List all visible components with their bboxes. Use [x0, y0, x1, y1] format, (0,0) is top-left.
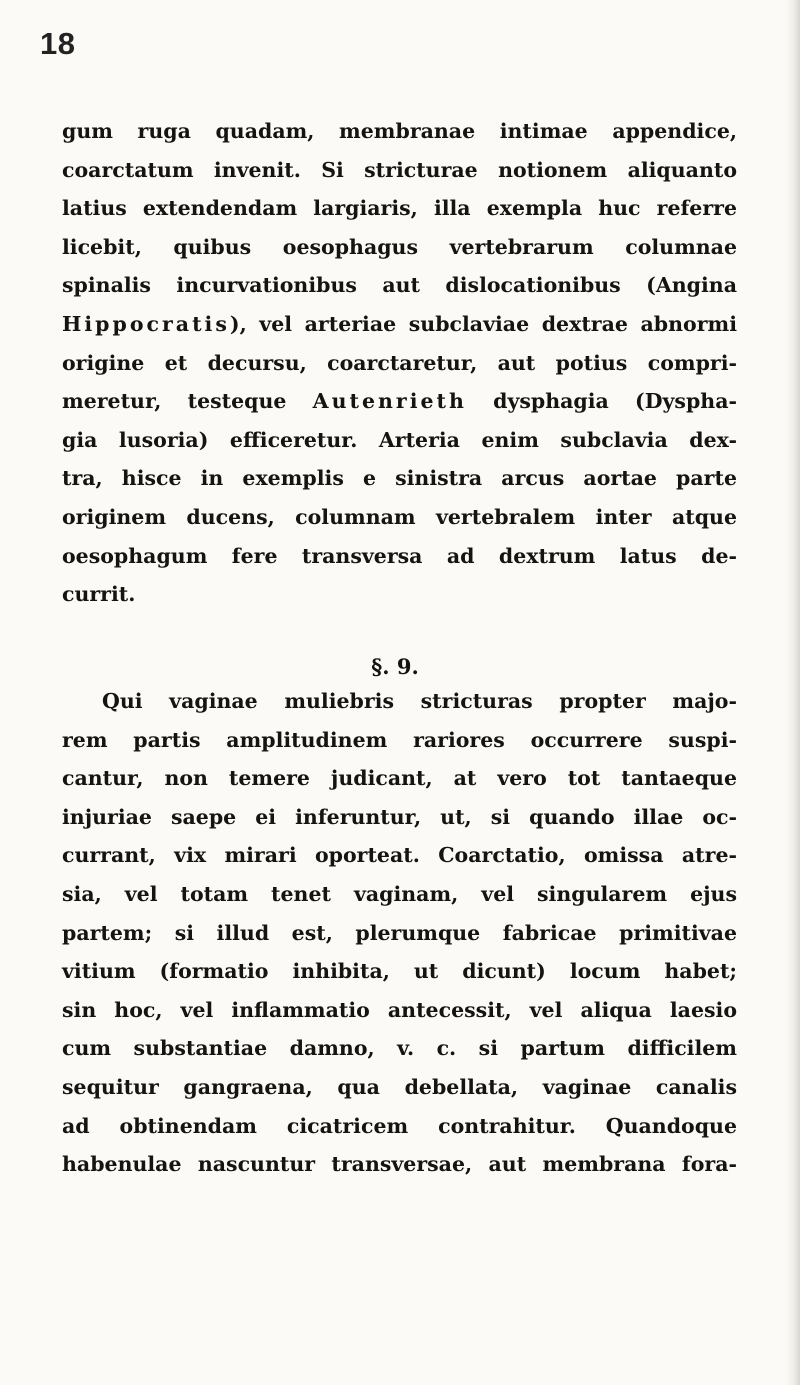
text-line [62, 382, 737, 421]
author-name-autenrieth: Autenrieth [312, 389, 467, 414]
text-line: currant, vix mirari oporteat. Coarctatio, omissa atre- [62, 843, 737, 868]
text-line: cantur, non temere judicant, at vero tot tantaeque [62, 766, 737, 791]
text-line: sequitur gangraena, qua debellata, vaginae canalis [62, 1074, 737, 1099]
text-line: oesophagum fere transversa ad dextrum latus de- [62, 543, 737, 568]
text-fragment: meretur, testeque [62, 389, 313, 414]
text-line: spinalis incurvationibus aut dislocationibus (Angina [62, 273, 737, 298]
text-line: ad obtinendam cicatricem contrahitur. Quandoque [62, 1113, 737, 1138]
text-line: Qui vaginae muliebris stricturas propter majo- [102, 689, 737, 713]
text-line: habenulae nascuntur transversae, aut membrana fora- [62, 1152, 737, 1177]
text-line: partem; si illud est, plerumque fabricae primitivae [62, 920, 737, 945]
section-number: §. 9. [371, 654, 419, 679]
text-line: origine et decursu, coarctaretur, aut potius compri- [62, 350, 737, 375]
text-fragment: dysphagia (Dyspha- [466, 389, 737, 414]
text-fragment: ), vel arteriae subclaviae dextrae abnormi [229, 311, 737, 336]
text-line: currit. [62, 582, 136, 607]
text-line: cum substantiae damno, v. c. si partum difficilem [62, 1036, 737, 1061]
page-edge-shadow [786, 0, 800, 1385]
text-line: gia lusoria) efficeretur. Arteria enim subclavia dex- [62, 427, 737, 452]
text-line: gum ruga quadam, membranae intimae appendice, [62, 119, 737, 143]
text-line: coarctatum invenit. Si stricturae notionem aliquanto [62, 157, 737, 182]
page-number: 18 [40, 26, 76, 61]
text-line: sin hoc, vel inflammatio antecessit, vel aliqua laesio [62, 997, 737, 1022]
text-line: tra, hisce in exemplis e sinistra arcus aortae parte [62, 466, 737, 491]
text-line: vitium (formatio inhibita, ut dicunt) locum habet; [62, 959, 737, 984]
text-line: licebit, quibus oesophagus vertebrarum columnae [62, 234, 737, 259]
text-line: originem ducens, columnam vertebralem inter atque [62, 504, 737, 529]
paragraph-2 [62, 682, 737, 1184]
author-name-hippocratis: Hippocratis [62, 311, 230, 336]
text-line: latius extendendam largiaris, illa exempla huc referre [62, 196, 737, 221]
text-line: injuriae saepe ei inferuntur, ut, si quando illae oc- [62, 804, 737, 829]
text-line: sia, vel totam tenet vaginam, vel singularem ejus [62, 881, 737, 906]
text-line [62, 305, 737, 344]
paragraph-1 [62, 112, 737, 614]
section-heading [0, 654, 800, 679]
text-line: rem partis amplitudinem rariores occurrere suspi- [62, 727, 737, 752]
